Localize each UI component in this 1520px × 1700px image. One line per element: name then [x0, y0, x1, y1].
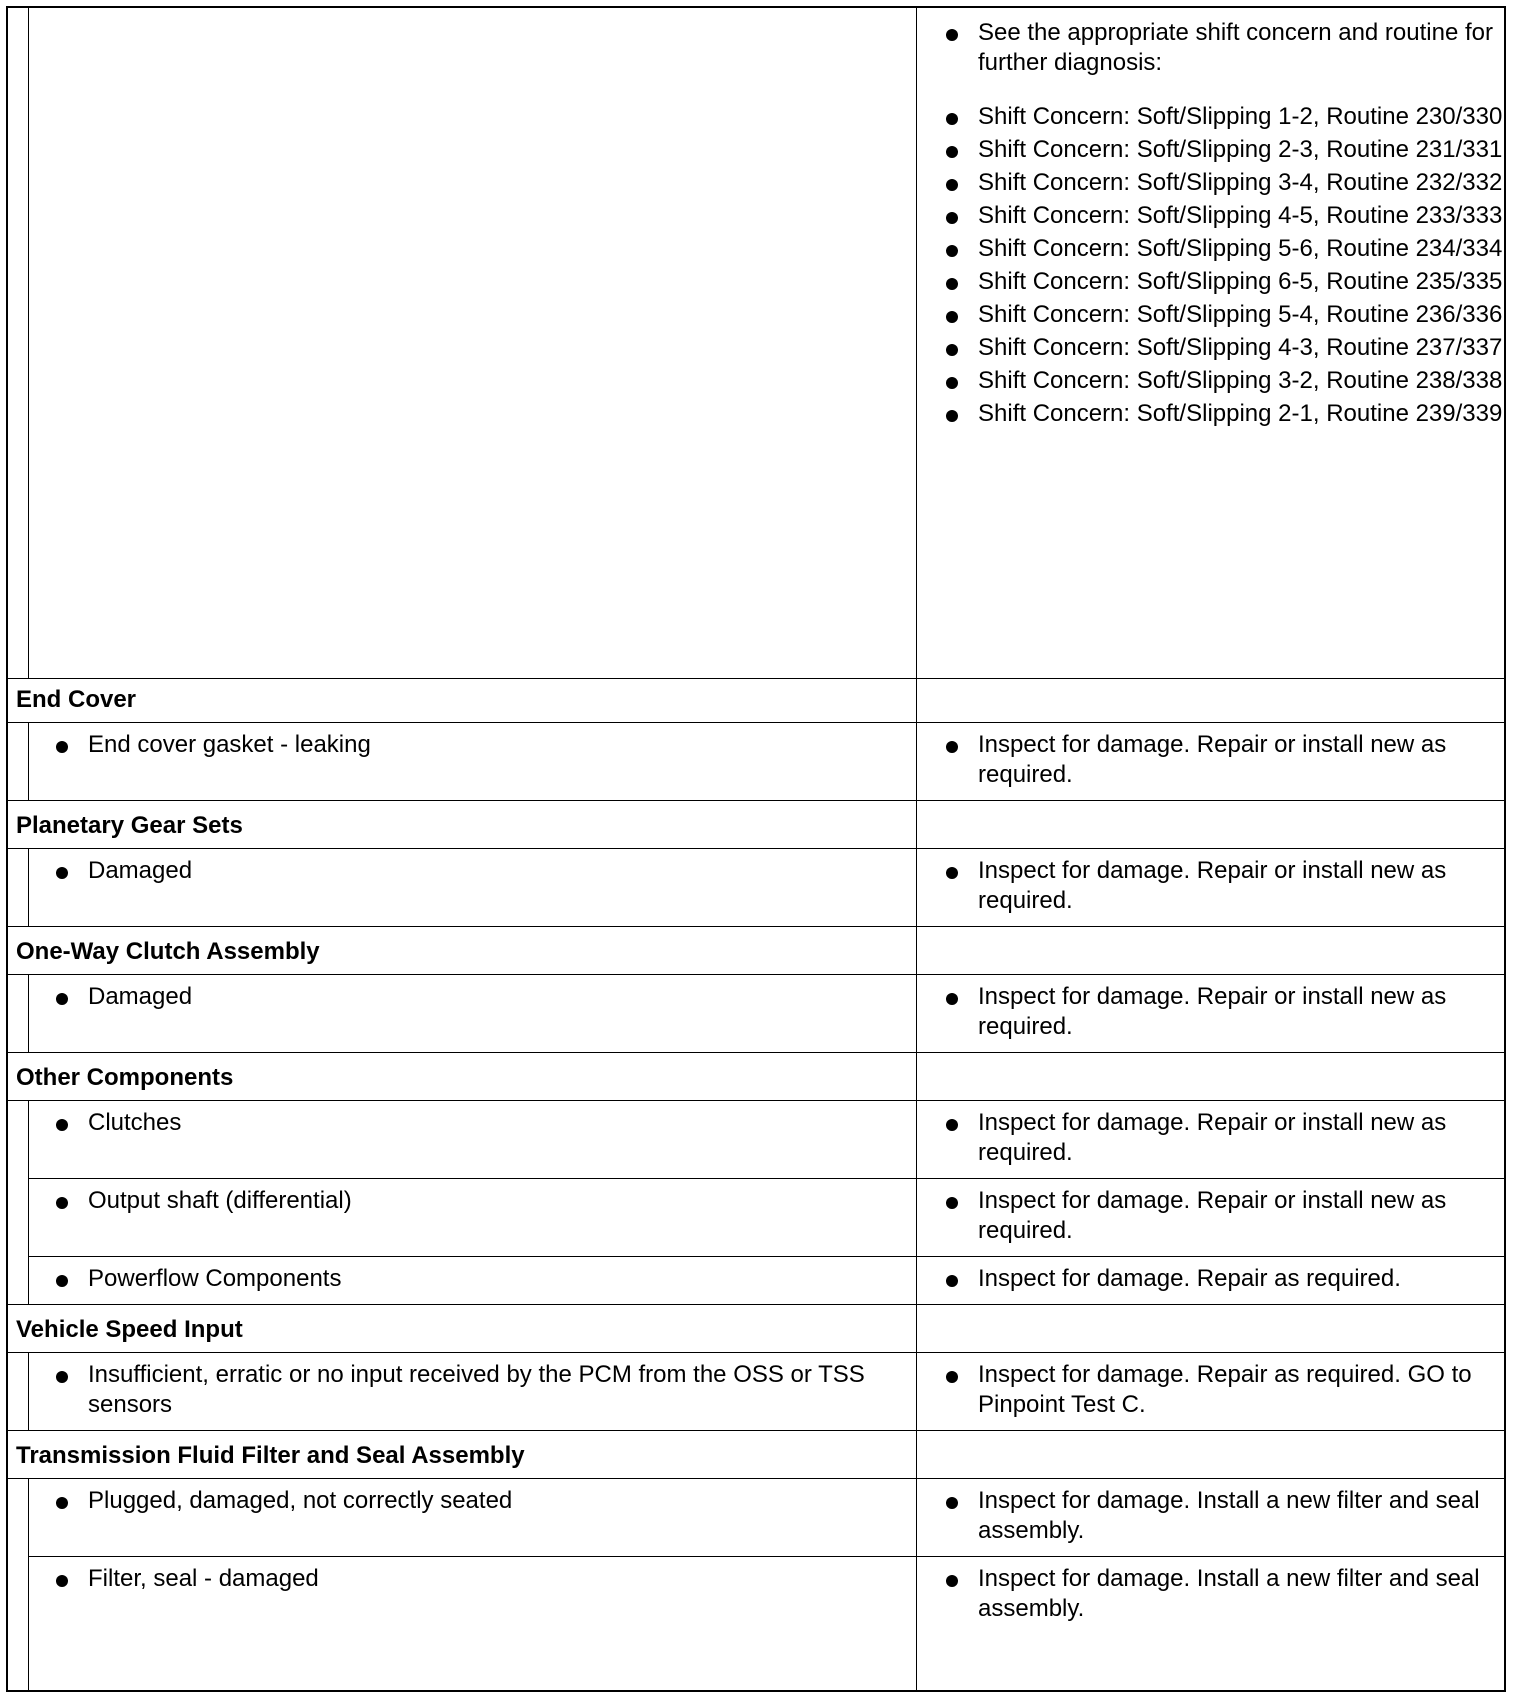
list-item: Inspect for damage. Repair as required. — [920, 1264, 1506, 1294]
list-item: Shift Concern: Soft/Slipping 6-5, Routine 235/335 — [920, 267, 1506, 297]
action-cell — [920, 1108, 1506, 1168]
action-cell — [920, 730, 1506, 790]
list-item: Shift Concern: Soft/Slipping 3-2, Routine 238/338 — [920, 366, 1506, 396]
list-item: Clutches — [30, 1108, 910, 1138]
cause-cell — [30, 730, 910, 760]
row-divider — [28, 1178, 1504, 1179]
row-divider — [8, 1304, 1504, 1305]
column-divider — [916, 8, 917, 1692]
cause-cell — [30, 1108, 910, 1138]
list-item: Shift Concern: Soft/Slipping 1-2, Routine 230/330 — [920, 102, 1506, 132]
row-divider — [28, 1556, 1504, 1557]
list-item: Filter, seal - damaged — [30, 1564, 910, 1594]
list-item: Inspect for damage. Repair as required. GO to Pinpoint Test C. — [920, 1360, 1506, 1420]
row-divider — [28, 1256, 1504, 1257]
indent-divider — [28, 848, 29, 926]
cause-cell — [30, 1186, 910, 1216]
cause-cell — [30, 982, 910, 1012]
list-item: Inspect for damage. Repair or install new as required. — [920, 1186, 1506, 1246]
list-item: Shift Concern: Soft/Slipping 5-6, Routine 234/334 — [920, 234, 1506, 264]
row-divider — [8, 1100, 1504, 1101]
diagnostic-table — [6, 6, 1506, 1692]
row-divider — [8, 1478, 1504, 1479]
list-item: Shift Concern: Soft/Slipping 5-4, Routine 236/336 — [920, 300, 1506, 330]
list-item: Inspect for damage. Repair or install new as required. — [920, 856, 1506, 916]
list-item: Shift Concern: Soft/Slipping 2-3, Routine 231/331 — [920, 135, 1506, 165]
section-heading-one-way-clutch: One-Way Clutch Assembly — [16, 938, 320, 965]
cause-cell — [30, 1486, 910, 1516]
row-divider — [8, 848, 1504, 849]
list-item: Inspect for damage. Repair or install new as required. — [920, 982, 1506, 1042]
action-cell — [920, 1186, 1506, 1246]
cause-cell — [30, 1360, 910, 1420]
list-item: Inspect for damage. Repair or install new as required. — [920, 730, 1506, 790]
list-item: Inspect for damage. Repair or install new as required. — [920, 1108, 1506, 1168]
indent-column-divider-top — [28, 8, 29, 678]
list-item: Plugged, damaged, not correctly seated — [30, 1486, 910, 1516]
indent-divider — [28, 1352, 29, 1430]
row-divider — [8, 800, 1504, 801]
indent-divider — [28, 1100, 29, 1304]
list-item: Shift Concern: Soft/Slipping 4-3, Routine 237/337 — [920, 333, 1506, 363]
list-item: End cover gasket - leaking — [30, 730, 910, 760]
row-divider — [8, 974, 1504, 975]
indent-divider — [28, 722, 29, 800]
row-divider — [8, 1352, 1504, 1353]
row-divider — [8, 1430, 1504, 1431]
cause-cell — [30, 1564, 910, 1594]
action-cell — [920, 1486, 1506, 1546]
indent-divider — [28, 1478, 29, 1692]
action-cell — [920, 1564, 1506, 1624]
list-item: Shift Concern: Soft/Slipping 4-5, Routine 233/333 — [920, 201, 1506, 231]
section-heading-end-cover: End Cover — [16, 686, 137, 713]
list-item: Output shaft (differential) — [30, 1186, 910, 1216]
row-divider — [8, 1052, 1504, 1053]
row-divider — [8, 722, 1504, 723]
action-cell — [920, 1360, 1506, 1420]
action-cell — [920, 982, 1506, 1042]
row-divider — [8, 926, 1504, 927]
list-item: Damaged — [30, 982, 910, 1012]
list-item: Powerflow Components — [30, 1264, 910, 1294]
top-routine-list — [920, 18, 1506, 429]
list-item: Shift Concern: Soft/Slipping 2-1, Routine 239/339 — [920, 399, 1506, 429]
list-item: Inspect for damage. Install a new filter and seal assembly. — [920, 1486, 1506, 1546]
list-item: Inspect for damage. Install a new filter and seal assembly. — [920, 1564, 1506, 1624]
list-item: See the appropriate shift concern and routine for further diagnosis: — [920, 18, 1506, 78]
section-heading-other-components: Other Components — [16, 1064, 234, 1091]
list-item: Insufficient, erratic or no input received by the PCM from the OSS or TSS sensors — [30, 1360, 910, 1420]
section-heading-vehicle-speed-input: Vehicle Speed Input — [16, 1316, 243, 1343]
list-item: Shift Concern: Soft/Slipping 3-4, Routine 232/332 — [920, 168, 1506, 198]
cause-cell — [30, 1264, 910, 1294]
row-divider — [8, 678, 1504, 679]
indent-divider — [28, 974, 29, 1052]
section-heading-transmission-fluid-filter: Transmission Fluid Filter and Seal Assembly — [16, 1442, 525, 1469]
list-item: Damaged — [30, 856, 910, 886]
action-cell — [920, 1264, 1506, 1294]
action-cell — [920, 856, 1506, 916]
section-heading-planetary-gear-sets: Planetary Gear Sets — [16, 812, 243, 839]
cause-cell — [30, 856, 910, 886]
